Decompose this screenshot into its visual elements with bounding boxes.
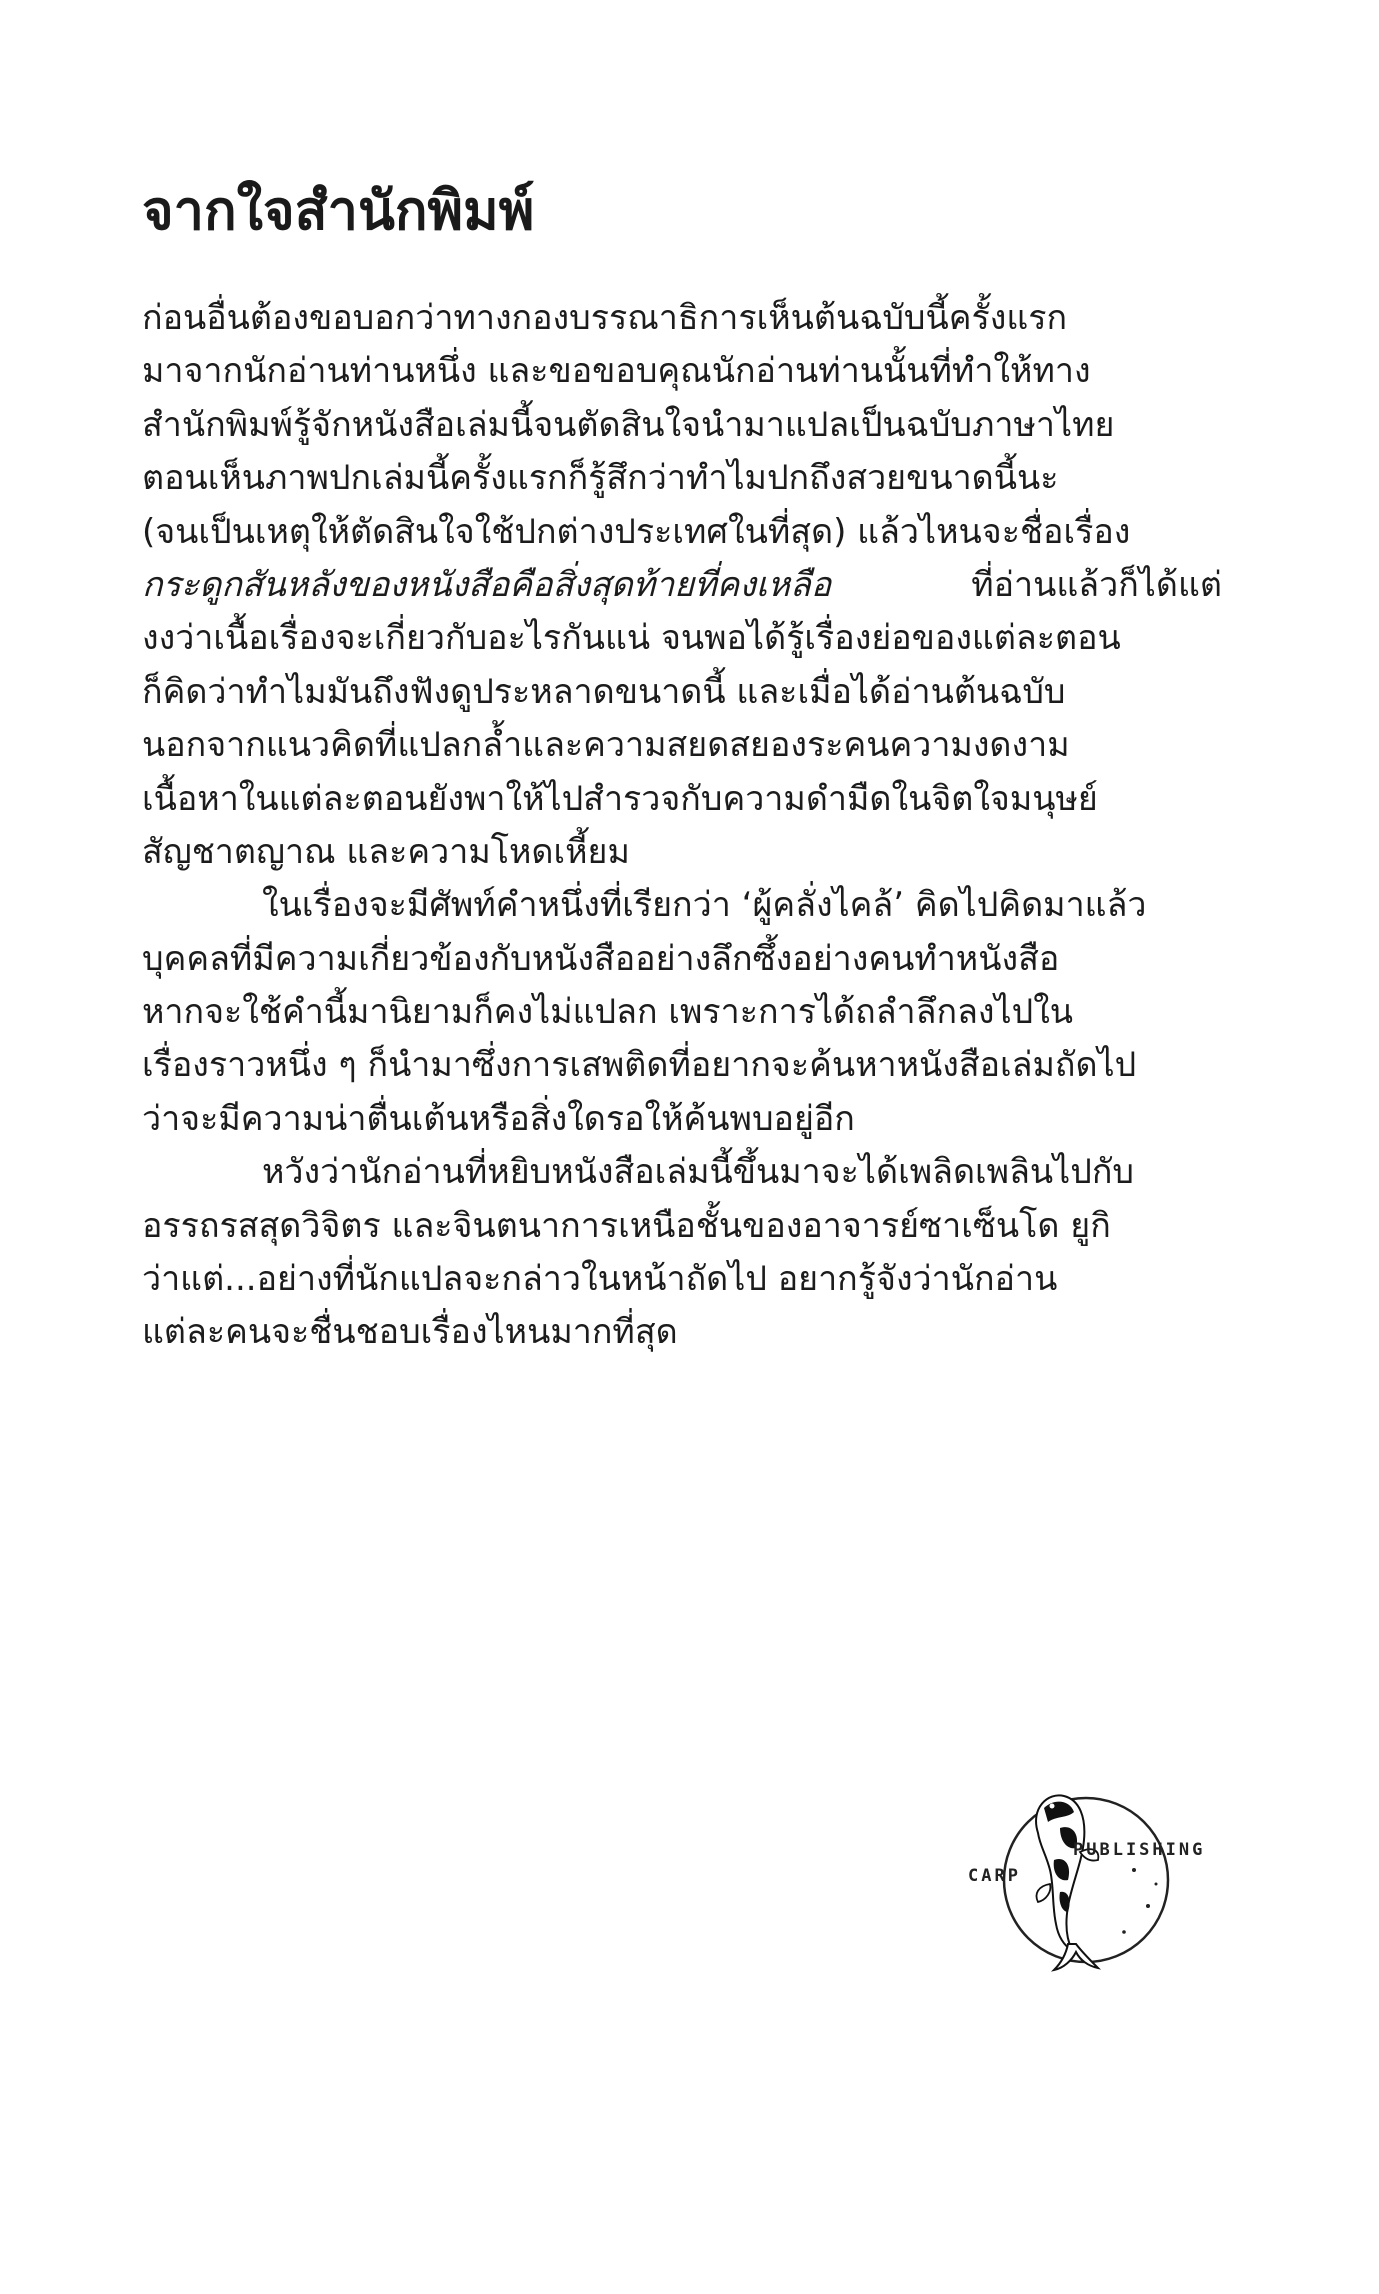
logo-word-carp: CARP xyxy=(968,1866,1021,1886)
text-line xyxy=(142,345,1222,398)
book-title-italic: กระดูกสันหลังของหนังสือคือสิ่งสุดท้ายที่คงเหลือ xyxy=(142,564,832,605)
line-text: (จนเป็นเหตุให้ตัดสินใจใช้ปกต่างประเทศในที่สุด) แล้วไหนจะชื่อเรื่อง xyxy=(142,511,1131,552)
line-text: ว่าจะมีความน่าตื่นเต้นหรือสิ่งใดรอให้ค้นพบอยู่อีก xyxy=(142,1098,855,1139)
line-text: งงว่าเนื้อเรื่องจะเกี่ยวกับอะไรกันแน่ จนพอได้รู้เรื่องย่อของแต่ละตอน xyxy=(142,618,1121,659)
text-line xyxy=(142,1200,1222,1253)
text-line xyxy=(142,1146,1222,1199)
line-text: สัญชาตญาณ และความโหดเหี้ยม xyxy=(142,831,630,872)
line-text: ว่าแต่...อย่างที่นักแปลจะกล่าวในหน้าถัดไป อยากรู้จังว่านักอ่าน xyxy=(142,1259,1058,1300)
preface-body xyxy=(142,292,1222,1360)
text-line xyxy=(142,986,1222,1039)
line-text: ที่อ่านแล้วก็ได้แต่ xyxy=(971,564,1222,605)
text-line xyxy=(142,879,1222,932)
page-heading: จากใจสำนักพิมพ์ xyxy=(142,179,535,242)
text-line xyxy=(142,1306,1222,1359)
text-line xyxy=(142,1093,1222,1146)
line-text: ในเรื่องจะมีศัพท์คำหนึ่งที่เรียกว่า ‘ผู้คลั่งไคล้’ คิดไปคิดมาแล้ว xyxy=(262,885,1147,926)
text-line xyxy=(142,559,1222,612)
text-line xyxy=(142,719,1222,772)
text-line xyxy=(142,1039,1222,1092)
line-text: อรรถรสสุดวิจิตร และจินตนาการเหนือชั้นของอาจารย์ซาเซ็นโด ยูกิ xyxy=(142,1205,1111,1246)
line-text: หากจะใช้คำนี้มานิยามก็คงไม่แปลก เพราะการได้ถลำลึกลงไปใน xyxy=(142,992,1074,1033)
line-text: ตอนเห็นภาพปกเล่มนี้ครั้งแรกก็รู้สึกว่าทำไมปกถึงสวยขนาดนี้นะ xyxy=(142,458,1059,499)
line-text: สำนักพิมพ์รู้จักหนังสือเล่มนี้จนตัดสินใจนำมาแปลเป็นฉบับภาษาไทย xyxy=(142,404,1115,445)
text-line xyxy=(142,506,1222,559)
text-line xyxy=(142,1253,1222,1306)
publisher-logo xyxy=(968,1788,1218,1978)
line-text: ก็คิดว่าทำไมมันถึงฟังดูประหลาดขนาดนี้ และเมื่อได้อ่านต้นฉบับ xyxy=(142,671,1066,712)
text-line xyxy=(142,399,1222,452)
text-line xyxy=(142,292,1222,345)
text-line xyxy=(142,933,1222,986)
text-line xyxy=(142,452,1222,505)
text-line xyxy=(142,666,1222,719)
line-text: มาจากนักอ่านท่านหนึ่ง และขอขอบคุณนักอ่านท่านนั้นที่ทำให้ทาง xyxy=(142,351,1091,392)
text-line xyxy=(142,773,1222,826)
line-text: เนื้อหาในแต่ละตอนยังพาให้ไปสำรวจกับความดำมืดในจิตใจมนุษย์ xyxy=(142,778,1098,819)
text-line xyxy=(142,826,1222,879)
text-line xyxy=(142,612,1222,665)
line-text: แต่ละคนจะชื่นชอบเรื่องไหนมากที่สุด xyxy=(142,1312,678,1353)
line-text: ก่อนอื่นต้องขอบอกว่าทางกองบรรณาธิการเห็นต้นฉบับนี้ครั้งแรก xyxy=(142,298,1068,338)
line-text: นอกจากแนวคิดที่แปลกล้ำและความสยดสยองระคนความงดงาม xyxy=(142,725,1070,766)
line-text: หวังว่านักอ่านที่หยิบหนังสือเล่มนี้ขึ้นมาจะได้เพลิดเพลินไปกับ xyxy=(262,1152,1134,1193)
logo-word-publishing: PUBLISHING xyxy=(1073,1840,1206,1860)
line-text: เรื่องราวหนึ่ง ๆ ก็นำมาซึ่งการเสพติดที่อยากจะค้นหาหนังสือเล่มถัดไป xyxy=(142,1045,1137,1086)
line-text: บุคคลที่มีความเกี่ยวข้องกับหนังสืออย่างลึกซึ้งอย่างคนทำหนังสือ xyxy=(142,938,1060,979)
